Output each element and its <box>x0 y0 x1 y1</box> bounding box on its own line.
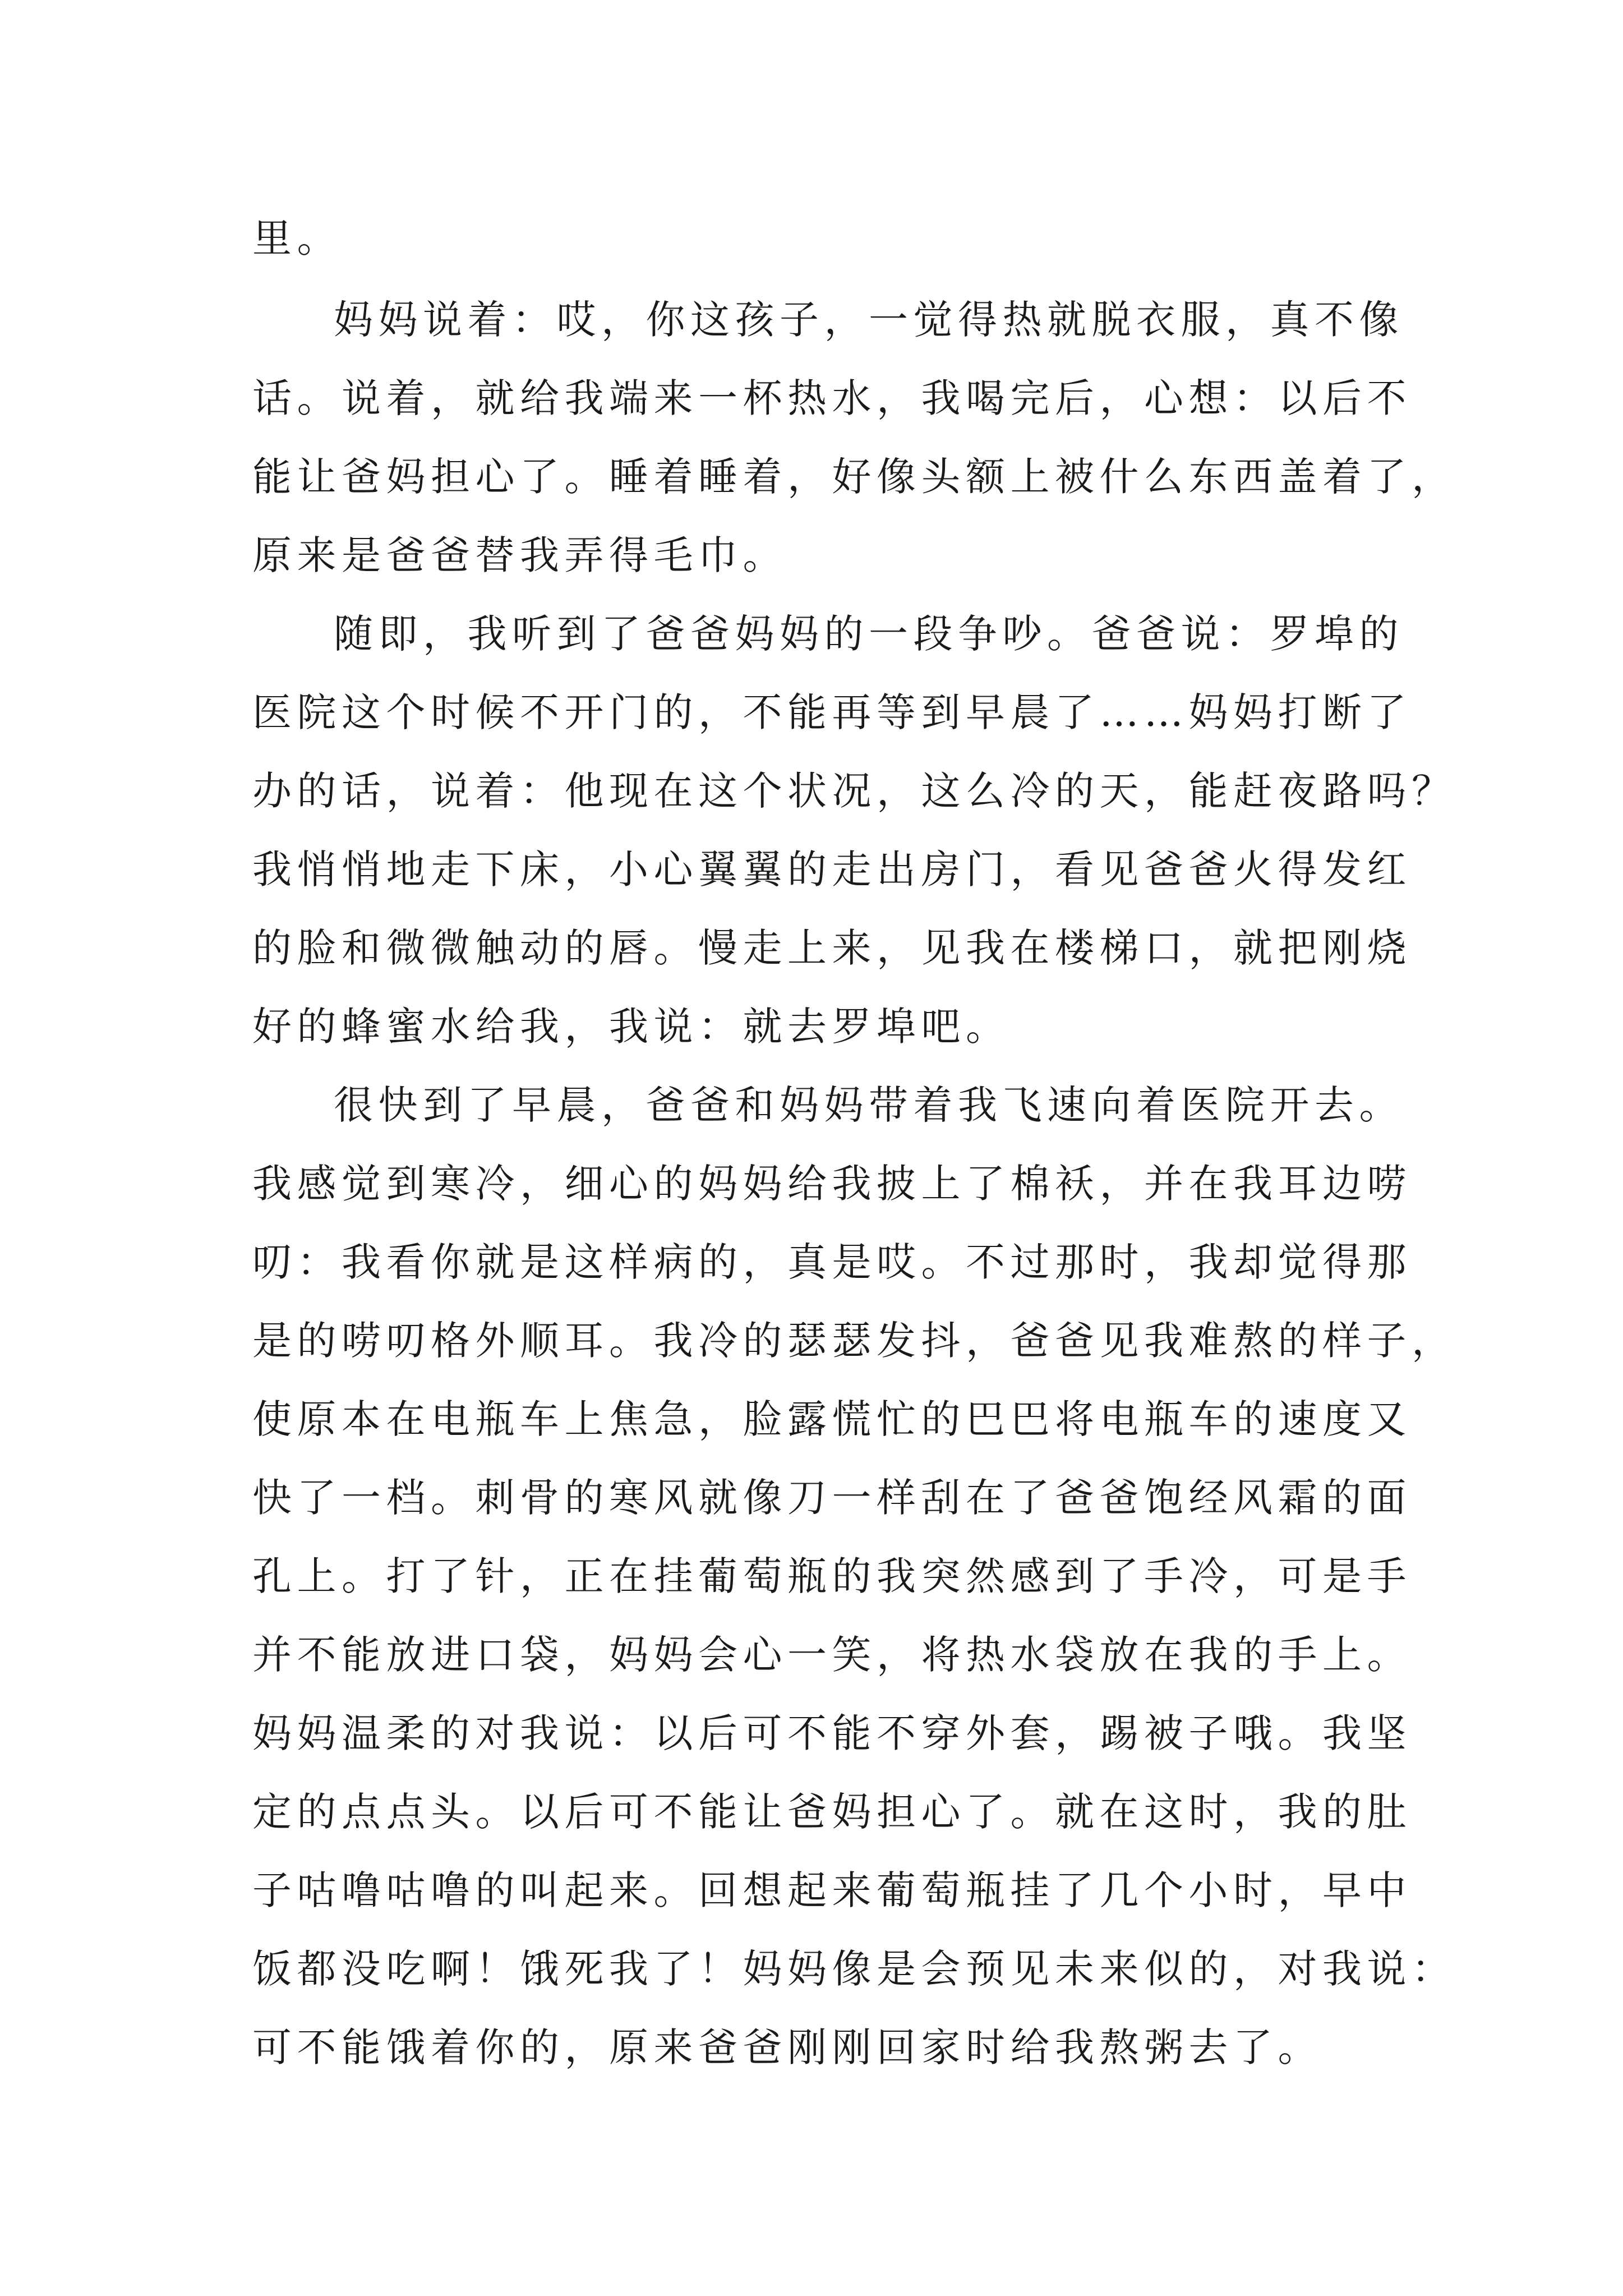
text-line: 是的唠叨格外顺耳。我冷的瑟瑟发抖，爸爸见我难熬的样子， <box>252 1318 1456 1364</box>
text-line: 饭都没吃啊！饿死我了！妈妈像是会预见未来似的，对我说： <box>252 1946 1456 1992</box>
text-line: 快了一档。刺骨的寒风就像刀一样刮在了爸爸饱经风霜的面 <box>252 1475 1412 1521</box>
text-line: 里。 <box>252 215 342 261</box>
text-line: 我悄悄地走下床，小心翼翼的走出房门，看见爸爸火得发红 <box>252 846 1412 892</box>
text-line: 孔上。打了针，正在挂葡萄瓶的我突然感到了手冷，可是手 <box>252 1553 1412 1599</box>
text-line: 好的蜂蜜水给我，我说：就去罗埠吧。 <box>252 1004 1011 1050</box>
paragraph-first-line: 很快到了早晨，爸爸和妈妈带着我飞速向着医院开去。 <box>334 1082 1404 1128</box>
text-line: 办的话，说着：他现在这个状况，这么冷的天，能赶夜路吗？ <box>252 768 1456 814</box>
text-line: 话。说着，就给我端来一杯热水，我喝完后，心想：以后不 <box>252 375 1412 421</box>
text-line: 子咕噜咕噜的叫起来。回想起来葡萄瓶挂了几个小时，早中 <box>252 1867 1412 1913</box>
text-line: 可不能饿着你的，原来爸爸刚刚回家时给我熬粥去了。 <box>252 2024 1322 2070</box>
text-line: 叨：我看你就是这样病的，真是哎。不过那时，我却觉得那 <box>252 1239 1412 1285</box>
text-line: 医院这个时候不开门的，不能再等到早晨了……妈妈打断了 <box>252 689 1412 735</box>
paragraph-first-line: 随即，我听到了爸爸妈妈的一段争吵。爸爸说：罗埠的 <box>334 611 1404 657</box>
text-line: 定的点点头。以后可不能让爸妈担心了。就在这时，我的肚 <box>252 1789 1412 1835</box>
text-line: 能让爸妈担心了。睡着睡着，好像头额上被什么东西盖着了， <box>252 454 1456 500</box>
text-line: 原来是爸爸替我弄得毛巾。 <box>252 532 787 578</box>
text-line: 妈妈温柔的对我说：以后可不能不穿外套，踢被子哦。我坚 <box>252 1710 1412 1756</box>
text-line: 我感觉到寒冷，细心的妈妈给我披上了棉袄，并在我耳边唠 <box>252 1161 1412 1207</box>
text-line: 的脸和微微触动的唇。慢走上来，见我在楼梯口，就把刚烧 <box>252 925 1412 971</box>
text-line: 使原本在电瓶车上焦急，脸露慌忙的巴巴将电瓶车的速度又 <box>252 1396 1412 1442</box>
text-line: 并不能放进口袋，妈妈会心一笑，将热水袋放在我的手上。 <box>252 1632 1412 1678</box>
paragraph-first-line: 妈妈说着：哎，你这孩子，一觉得热就脱衣服，真不像 <box>334 297 1404 343</box>
